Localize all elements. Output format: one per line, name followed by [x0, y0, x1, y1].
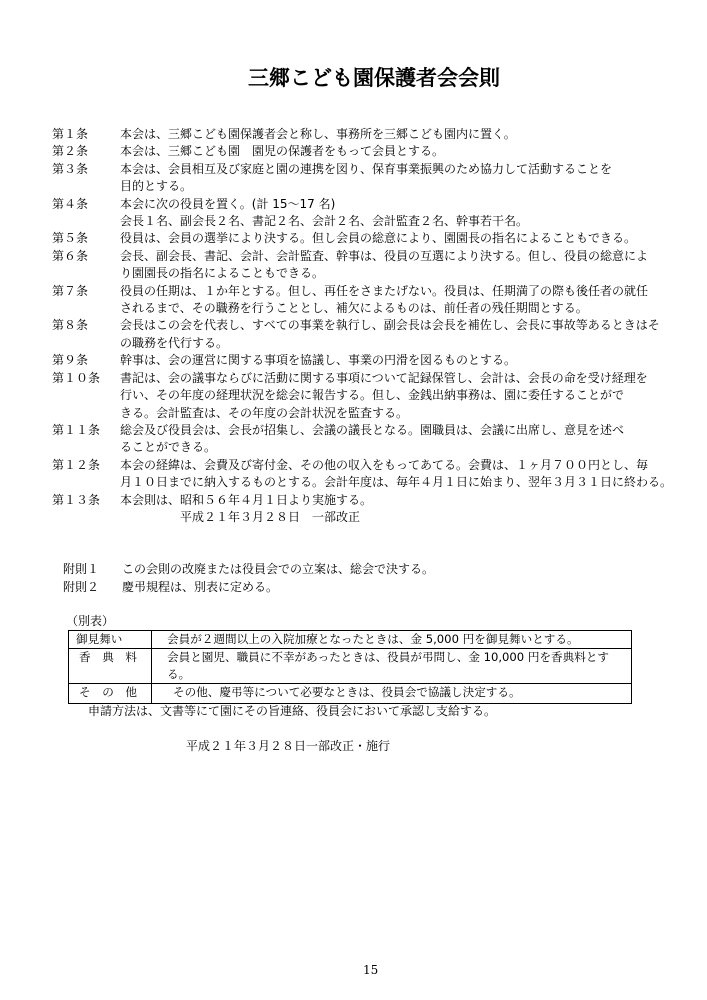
article-6 [52, 248, 692, 283]
table-cell-line: その他、慶弔等について必要なときは、役員会で協議し決定する。 [173, 685, 521, 699]
table-row-label: そ の 他 [69, 684, 152, 704]
supplementary-label: 附則２ [63, 580, 100, 594]
article-line: 本会の経緯は、会費及び寄付金、その他の収入をもってあてる。会費は、１ヶ月７００円とし、毎 [120, 457, 649, 472]
article-line: されるまで、その職務を行うこととし、補欠によるものは、前任者の残任期間とする。 [120, 301, 588, 316]
articles-list [52, 126, 692, 526]
article-body [120, 230, 636, 247]
article-line: 会長１名、副会長２名、書記２名、会計２名、会計監査２名、幹事若干名。 [120, 214, 529, 229]
article-label: 第６条 [52, 248, 89, 263]
article-label: 第１３条 [52, 492, 101, 507]
article-9 [52, 352, 692, 369]
appendix-table [68, 630, 632, 704]
table-row-label: 香 典 料 [69, 649, 152, 684]
supplementary-item [63, 578, 434, 596]
article-4 [52, 196, 692, 231]
article-12 [52, 457, 692, 492]
article-line: 幹事は、会の運営に関する事項を協議し、事業の円滑を図るものとする。 [120, 353, 517, 368]
article-line: 目的とする。 [120, 179, 193, 194]
article-label: 第２条 [52, 144, 89, 159]
article-line: 行い、その年度の経理状況を総会に報告する。但し、金銭出納事務は、園に委任することがで [120, 388, 625, 403]
article-line: 会長はこの会を代表し、すべての事業を執行し、副会長は会長を補佐し、会長に事故等あるときはそ [120, 318, 660, 333]
article-body [120, 457, 672, 492]
article-body [120, 422, 624, 457]
article-7 [52, 283, 692, 318]
article-label: 第９条 [52, 353, 89, 368]
appendix-caption: （別表） [66, 614, 115, 628]
supplementary-label: 附則１ [63, 562, 100, 576]
article-line: 本会に次の役員を置く。(計 15～17 名) [120, 196, 336, 211]
article-2 [52, 143, 692, 160]
article-body [120, 161, 612, 196]
article-body [120, 143, 444, 160]
article-1 [52, 126, 692, 143]
table-row-text [152, 631, 632, 649]
article-line: ることができる。 [120, 440, 217, 455]
article-body [120, 317, 660, 352]
article-label: 第１１条 [52, 422, 101, 437]
page-title: 三郷こども園保護者会会則 [248, 66, 500, 90]
article-body [120, 283, 648, 318]
table-row-label: 御見舞い [69, 631, 152, 649]
article-10 [52, 370, 692, 422]
supplementary-text: この会則の改廃または役員会での立案は、総会で決する。 [122, 562, 435, 576]
article-line: 役員の任期は、１か年とする。但し、再任をさまたげない。役員は、任期満了の際も後任者の就任 [120, 283, 649, 298]
article-8 [52, 317, 692, 352]
article-line: 書記は、会の議事ならびに活動に関する事項について記録保管し、会計は、会長の命を受け経理を [120, 370, 648, 385]
article-body [120, 196, 528, 231]
page-number: 15 [363, 963, 379, 977]
table-cell-line: 会員と園児、職員に不幸があったときは、役員が弔問し、金 10,000 円を香典料とす [167, 650, 610, 664]
article-body [120, 248, 648, 283]
table-row [69, 684, 632, 704]
article-line: 本会則は、昭和５６年４月１日より実施する。 [120, 492, 373, 507]
article-line: の職務を代行する。 [120, 335, 229, 350]
table-cell-line: る。 [167, 667, 191, 681]
article-5 [52, 230, 692, 247]
article-label: 第５条 [52, 231, 89, 246]
table-row [69, 631, 632, 649]
article-label: 第１２条 [52, 457, 101, 472]
table-row-text [152, 684, 632, 704]
article-line: 本会は、三郷こども園 園児の保護者をもって会員とする。 [120, 144, 445, 159]
article-line: 総会及び役員会は、会長が招集し、会議の議長となる。園職員は、会議に出席し、意見を述べ [120, 422, 625, 437]
article-line: 本会は、会員相互及び家庭と園の連携を図り、保育事業振興のため協力して活動することを [120, 161, 613, 176]
supplementary-provisions [63, 560, 434, 596]
article-body [120, 126, 516, 143]
supplementary-text: 慶弔規程は、別表に定める。 [122, 580, 279, 594]
article-label: 第８条 [52, 318, 89, 333]
article-line: 月１０日までに納入するものとする。会計年度は、毎年４月１日に始まり、翌年３月３１日に終わる。 [120, 475, 673, 490]
table-cell-line: 会員が２週間以上の入院加療となったときは、金 5,000 円を御見舞いとする。 [167, 632, 579, 646]
article-line: きる。会計監査は、その年度の会計状況を監査する。 [120, 405, 409, 420]
article-line: 会長、副会長、書記、会計、会計監査、幹事は、役員の互選により決する。但し、役員の総意によ [120, 248, 649, 263]
supplementary-item [63, 560, 434, 578]
article-label: 第３条 [52, 161, 89, 176]
article-label: 第１条 [52, 127, 89, 141]
article-label: 第１０条 [52, 370, 101, 385]
article-body [120, 352, 516, 369]
article-body [120, 370, 648, 422]
table-row-text [152, 649, 632, 684]
article-11 [52, 422, 692, 457]
article-line: 本会は、三郷こども園保護者会と称し、事務所を三郷こども園内に置く。 [120, 127, 516, 141]
article-13 [52, 492, 692, 509]
enactment-date: 平成２１年３月２８日一部改正・施行 [186, 739, 391, 753]
amendment-date: 平成２１年３月２８日 一部改正 [180, 509, 361, 524]
application-note: 申請方法は、文書等にて園にその旨連絡、役員会において承認し支給する。 [88, 704, 497, 718]
article-line: 役員は、会員の選挙により決する。但し会員の総意により、園園長の指名によることもできる。 [120, 231, 637, 246]
table-row [69, 649, 632, 684]
article-line: り園園長の指名によることもできる。 [120, 266, 325, 281]
article-3 [52, 161, 692, 196]
article-body [120, 492, 372, 509]
article-label: 第７条 [52, 283, 89, 298]
article-label: 第４条 [52, 196, 89, 211]
